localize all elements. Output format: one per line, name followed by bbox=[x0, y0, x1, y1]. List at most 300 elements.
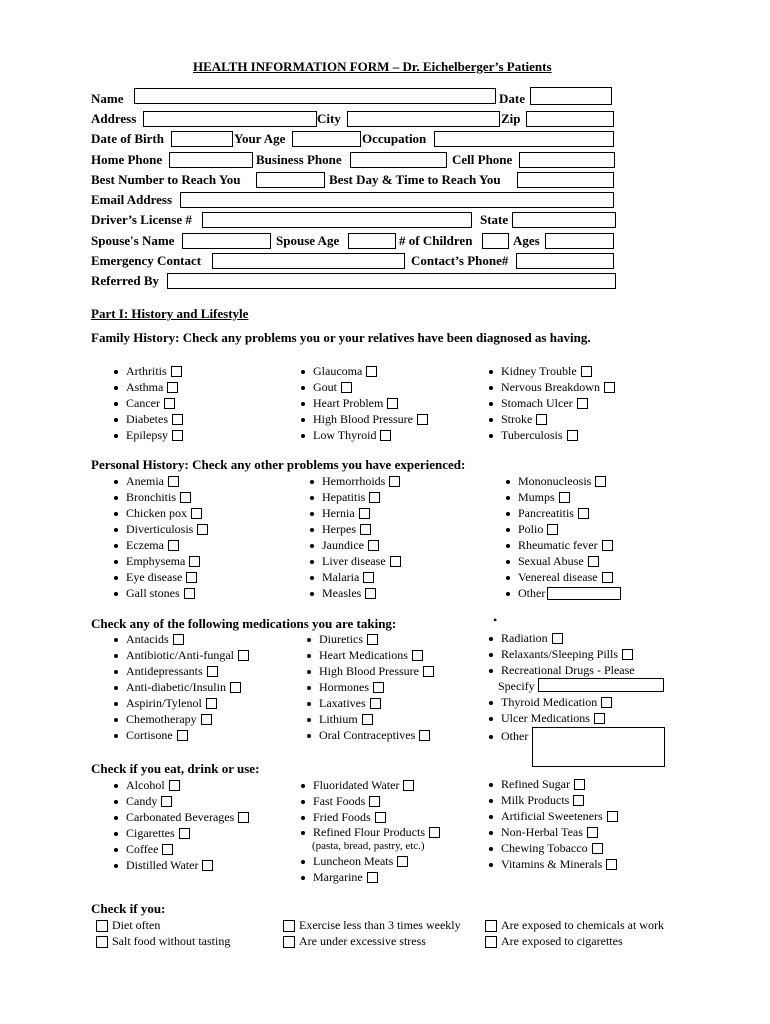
item-eye-disease bbox=[114, 570, 197, 585]
item-label: Coffee bbox=[126, 842, 159, 856]
checkbox[interactable] bbox=[177, 730, 188, 741]
home-phone-field[interactable] bbox=[169, 152, 253, 168]
bullet-icon bbox=[114, 496, 118, 500]
checkbox[interactable] bbox=[368, 540, 379, 551]
bullet-icon bbox=[506, 592, 510, 596]
checkbox[interactable] bbox=[169, 780, 180, 791]
checkbox[interactable] bbox=[367, 872, 378, 883]
item-label: Malaria bbox=[322, 570, 360, 584]
item-tuberculosis bbox=[489, 428, 578, 443]
checkbox[interactable] bbox=[559, 492, 570, 503]
item-fast-foods bbox=[301, 794, 380, 809]
item-arthritis bbox=[114, 364, 182, 379]
bullet-icon bbox=[114, 560, 118, 564]
item-pancreatitis bbox=[506, 506, 589, 521]
item-label: Heart Problem bbox=[313, 396, 384, 410]
checkbox[interactable] bbox=[622, 649, 633, 660]
checkbox[interactable] bbox=[380, 430, 391, 441]
item-gout bbox=[301, 380, 352, 395]
checkbox[interactable] bbox=[167, 382, 178, 393]
bullet-icon bbox=[114, 734, 118, 738]
item-label: Hemorrhoids bbox=[322, 474, 386, 488]
item-label: Nervous Breakdown bbox=[501, 380, 600, 394]
bullet-icon bbox=[301, 784, 305, 788]
checkbox[interactable] bbox=[370, 698, 381, 709]
bullet-icon bbox=[114, 418, 118, 422]
emergency-label: Emergency Contact bbox=[91, 253, 202, 268]
checkbox[interactable] bbox=[180, 492, 191, 503]
checkbox[interactable] bbox=[230, 682, 241, 693]
item-oral-contraceptives bbox=[307, 728, 430, 743]
checkbox[interactable] bbox=[587, 827, 598, 838]
item-other bbox=[506, 586, 621, 601]
checkbox[interactable] bbox=[485, 920, 497, 932]
item-label: Chemotherapy bbox=[126, 712, 197, 726]
bullet-icon bbox=[114, 686, 118, 690]
item-label: Anti-diabetic/Insulin bbox=[126, 680, 226, 694]
item-label: Cigarettes bbox=[126, 826, 175, 840]
checkbox[interactable] bbox=[367, 634, 378, 645]
bullet-icon bbox=[489, 637, 493, 641]
item-cortisone bbox=[114, 728, 188, 743]
item-milk-products bbox=[489, 793, 584, 808]
personal-heading: Personal History: Check any other problems you have experienced: bbox=[91, 457, 466, 472]
zip-field[interactable] bbox=[526, 111, 614, 127]
checkbox[interactable] bbox=[366, 366, 377, 377]
item-epilepsy bbox=[114, 428, 183, 443]
item-aspirin-tylenol bbox=[114, 696, 217, 711]
bullet-icon bbox=[301, 831, 305, 835]
checkbox[interactable] bbox=[595, 476, 606, 487]
item-label: Glaucoma bbox=[313, 364, 363, 378]
item-margarine bbox=[301, 870, 378, 885]
item-label: Diabetes bbox=[126, 412, 168, 426]
bullet-icon bbox=[310, 512, 314, 516]
checkbox[interactable] bbox=[606, 859, 617, 870]
checkbox[interactable] bbox=[179, 828, 190, 839]
item-label: Gall stones bbox=[126, 586, 180, 600]
checkbox[interactable] bbox=[485, 936, 497, 948]
item-label: Polio bbox=[518, 522, 544, 536]
checkbox[interactable] bbox=[184, 588, 195, 599]
item-sexual-abuse bbox=[506, 554, 599, 569]
bullet-icon bbox=[114, 370, 118, 374]
bullet-icon bbox=[489, 669, 493, 673]
bullet-icon bbox=[310, 592, 314, 596]
bullet-icon bbox=[310, 544, 314, 548]
item-label: Chewing Tobacco bbox=[501, 841, 588, 855]
checkbox[interactable] bbox=[172, 414, 183, 425]
checkbox[interactable] bbox=[604, 382, 615, 393]
family-heading: Family History: Check any problems you or your relatives have been diagnosed as having. bbox=[91, 330, 591, 345]
item-label: Liver disease bbox=[322, 554, 386, 568]
spouse-age-field[interactable] bbox=[348, 233, 396, 249]
checkbox[interactable] bbox=[191, 508, 202, 519]
checkbox[interactable] bbox=[602, 572, 613, 583]
children-field[interactable] bbox=[482, 233, 509, 249]
bullet-icon bbox=[307, 638, 311, 642]
checkbox[interactable] bbox=[168, 540, 179, 551]
bullet-icon bbox=[506, 560, 510, 564]
spouse-name-field[interactable] bbox=[182, 233, 271, 249]
item-heart-problem bbox=[301, 396, 398, 411]
other-field[interactable] bbox=[547, 587, 621, 600]
item-bronchitis bbox=[114, 490, 191, 505]
medications-heading: Check any of the following medications you are taking: bbox=[91, 616, 397, 631]
item-label: Are under excessive stress bbox=[299, 934, 426, 948]
item-chewing-tobacco bbox=[489, 841, 603, 856]
bullet-icon bbox=[489, 701, 493, 705]
item-label: Low Thyroid bbox=[313, 428, 377, 442]
checkbox[interactable] bbox=[602, 540, 613, 551]
checkbox[interactable] bbox=[536, 414, 547, 425]
item-jaundice bbox=[310, 538, 379, 553]
checkbox[interactable] bbox=[206, 698, 217, 709]
best-number-field[interactable] bbox=[256, 172, 325, 188]
other-meds-field[interactable] bbox=[532, 727, 665, 767]
checkbox[interactable] bbox=[96, 936, 108, 948]
city-field[interactable] bbox=[347, 111, 500, 127]
item-label: Diuretics bbox=[319, 632, 363, 646]
checkbox[interactable] bbox=[164, 398, 175, 409]
checkbox[interactable] bbox=[360, 524, 371, 535]
item-asthma bbox=[114, 380, 178, 395]
item-label: Candy bbox=[126, 794, 158, 808]
bullet-icon bbox=[114, 402, 118, 406]
item-eczema bbox=[114, 538, 179, 553]
item-label: Fried Foods bbox=[313, 810, 371, 824]
item-salt-food-without-tasting bbox=[96, 934, 230, 949]
checkbox[interactable] bbox=[369, 492, 380, 503]
referred-field[interactable] bbox=[167, 273, 616, 289]
item-label: Salt food without tasting bbox=[112, 934, 231, 948]
bullet-icon bbox=[310, 576, 314, 580]
item-are-exposed-to-cigarettes bbox=[485, 934, 623, 949]
bullet-icon bbox=[114, 654, 118, 658]
age-field[interactable] bbox=[292, 131, 361, 147]
item-label: Eczema bbox=[126, 538, 164, 552]
item-label: Antibiotic/Anti-fungal bbox=[126, 648, 234, 662]
item-label: Eye disease bbox=[126, 570, 183, 584]
item-are-exposed-to-chemicals-at-work bbox=[485, 918, 664, 933]
bullet-icon bbox=[489, 831, 493, 835]
ages-field[interactable] bbox=[545, 233, 614, 249]
checkbox[interactable] bbox=[547, 524, 558, 535]
license-field[interactable] bbox=[202, 212, 472, 228]
checkbox[interactable] bbox=[552, 633, 563, 644]
address-label: Address bbox=[91, 111, 137, 126]
bullet-icon bbox=[489, 783, 493, 787]
home-phone-label: Home Phone bbox=[91, 152, 163, 167]
item-hormones bbox=[307, 680, 384, 695]
bullet-icon bbox=[307, 686, 311, 690]
checkbox[interactable] bbox=[412, 650, 423, 661]
best-number-label: Best Number to Reach You bbox=[91, 172, 241, 187]
bullet-icon bbox=[506, 544, 510, 548]
name-field[interactable] bbox=[134, 88, 496, 104]
bullet-icon bbox=[489, 717, 493, 721]
spouse-name-label: Spouse's Name bbox=[91, 233, 175, 248]
address-field[interactable] bbox=[143, 111, 317, 127]
date-label: Date bbox=[499, 91, 525, 106]
item-label: Asthma bbox=[126, 380, 164, 394]
contact-phone-field[interactable] bbox=[516, 253, 614, 269]
cell-phone-label: Cell Phone bbox=[452, 152, 513, 167]
bullet-icon bbox=[114, 434, 118, 438]
dob-field[interactable] bbox=[171, 131, 233, 147]
item-nervous-breakdown bbox=[489, 380, 615, 395]
bullet-icon bbox=[489, 863, 493, 867]
item-low-thyroid bbox=[301, 428, 391, 443]
specify-row bbox=[498, 679, 535, 694]
bullet-icon bbox=[307, 702, 311, 706]
date-field[interactable] bbox=[530, 87, 612, 105]
bullet-icon bbox=[114, 670, 118, 674]
checkbox[interactable] bbox=[574, 779, 585, 790]
bullet-icon bbox=[301, 800, 305, 804]
checkbox[interactable] bbox=[238, 650, 249, 661]
checkbox[interactable] bbox=[419, 730, 430, 741]
bullet-icon bbox=[114, 576, 118, 580]
item-label: Non-Herbal Teas bbox=[501, 825, 583, 839]
checkbox[interactable] bbox=[607, 811, 618, 822]
checkbox[interactable] bbox=[161, 796, 172, 807]
age-label: Your Age bbox=[234, 131, 286, 146]
checkbox[interactable] bbox=[359, 508, 370, 519]
zip-label: Zip bbox=[501, 111, 521, 126]
checkbox[interactable] bbox=[573, 795, 584, 806]
item-label: Mononucleosis bbox=[518, 474, 592, 488]
checkbox[interactable] bbox=[403, 780, 414, 791]
checkbox[interactable] bbox=[168, 476, 179, 487]
checkbox[interactable] bbox=[567, 430, 578, 441]
item-label: Other bbox=[501, 729, 529, 743]
item-label: Mumps bbox=[518, 490, 555, 504]
item-label: Carbonated Beverages bbox=[126, 810, 235, 824]
checkbox[interactable] bbox=[96, 920, 108, 932]
bullet-icon bbox=[489, 418, 493, 422]
item-radiation bbox=[489, 631, 563, 646]
item-label: Jaundice bbox=[322, 538, 364, 552]
state-field[interactable] bbox=[512, 212, 616, 228]
item-label: Anemia bbox=[126, 474, 164, 488]
item-label: Radiation bbox=[501, 631, 548, 645]
bullet-icon bbox=[114, 544, 118, 548]
checkbox[interactable] bbox=[387, 398, 398, 409]
item-ulcer-medications bbox=[489, 711, 605, 726]
checkbox[interactable] bbox=[341, 382, 352, 393]
item-label: Relaxants/Sleeping Pills bbox=[501, 647, 618, 661]
item-label: Gout bbox=[313, 380, 337, 394]
item-label: Hepatitis bbox=[322, 490, 366, 504]
bullet-icon bbox=[301, 816, 305, 820]
checkbox[interactable] bbox=[363, 572, 374, 583]
item-label: Sexual Abuse bbox=[518, 554, 584, 568]
checkbox[interactable] bbox=[417, 414, 428, 425]
item-exercise-less-than-3-times-weekly bbox=[283, 918, 461, 933]
item-coffee bbox=[114, 842, 173, 857]
item-label: Luncheon Meats bbox=[313, 854, 394, 868]
checkbox[interactable] bbox=[373, 682, 384, 693]
checkbox[interactable] bbox=[238, 812, 249, 823]
item-antidepressants bbox=[114, 664, 218, 679]
item-label: Stroke bbox=[501, 412, 533, 426]
occupation-field[interactable] bbox=[434, 131, 614, 147]
bullet-icon bbox=[114, 864, 118, 868]
item-measles bbox=[310, 586, 376, 601]
item-label: Kidney Trouble bbox=[501, 364, 577, 378]
checkbox[interactable] bbox=[594, 713, 605, 724]
checkbox[interactable] bbox=[578, 508, 589, 519]
item-label: Distilled Water bbox=[126, 858, 199, 872]
checkbox[interactable] bbox=[283, 936, 295, 948]
item-label: Laxatives bbox=[319, 696, 366, 710]
item-label: Herpes bbox=[322, 522, 356, 536]
item-label: Lithium bbox=[319, 712, 358, 726]
item-high-blood-pressure bbox=[307, 664, 434, 679]
checkbox[interactable] bbox=[162, 844, 173, 855]
item-label: Diet often bbox=[112, 918, 161, 932]
cell-phone-field[interactable] bbox=[519, 152, 615, 168]
item-label: Arthritis bbox=[126, 364, 167, 378]
checkbox[interactable] bbox=[365, 588, 376, 599]
bullet-icon bbox=[114, 638, 118, 642]
bullet-icon bbox=[114, 816, 118, 820]
bullet-icon bbox=[506, 528, 510, 532]
checkbox[interactable] bbox=[172, 430, 183, 441]
item-label: Refined Flour Products bbox=[313, 825, 425, 839]
item-label: Are exposed to cigarettes bbox=[501, 934, 623, 948]
bullet-icon bbox=[307, 734, 311, 738]
item-luncheon-meats bbox=[301, 854, 408, 869]
business-phone-field[interactable] bbox=[350, 152, 447, 168]
bullet-icon bbox=[307, 654, 311, 658]
bullet-icon bbox=[489, 847, 493, 851]
item-label: Venereal disease bbox=[518, 570, 598, 584]
item-refined-flour-products bbox=[301, 825, 440, 840]
checkbox[interactable] bbox=[429, 827, 440, 838]
item-stomach-ulcer bbox=[489, 396, 588, 411]
item-polio bbox=[506, 522, 558, 537]
checkbox[interactable] bbox=[189, 556, 200, 567]
checkbox[interactable] bbox=[171, 366, 182, 377]
item-glaucoma bbox=[301, 364, 377, 379]
contact-phone-label: Contact’s Phone# bbox=[411, 253, 509, 268]
item-label: Antacids bbox=[126, 632, 169, 646]
checkbox[interactable] bbox=[581, 366, 592, 377]
item-emphysema bbox=[114, 554, 200, 569]
checkbox[interactable] bbox=[601, 697, 612, 708]
bullet-icon bbox=[114, 800, 118, 804]
item-mononucleosis bbox=[506, 474, 606, 489]
emergency-field[interactable] bbox=[212, 253, 405, 269]
checkbox[interactable] bbox=[390, 556, 401, 567]
bullet-icon bbox=[310, 496, 314, 500]
item-label: Aspirin/Tylenol bbox=[126, 696, 202, 710]
item-hemorrhoids bbox=[310, 474, 400, 489]
bullet-icon bbox=[114, 718, 118, 722]
bullet-icon bbox=[114, 386, 118, 390]
item-label: Margarine bbox=[313, 870, 363, 884]
checkbox[interactable] bbox=[197, 524, 208, 535]
bullet-icon bbox=[114, 848, 118, 852]
item-venereal-disease bbox=[506, 570, 613, 585]
referred-label: Referred By bbox=[91, 273, 159, 288]
item-alcohol bbox=[114, 778, 180, 793]
bullet-icon bbox=[489, 653, 493, 657]
bullet-icon bbox=[310, 560, 314, 564]
checkbox[interactable] bbox=[423, 666, 434, 677]
item-label: Vitamins & Minerals bbox=[501, 857, 603, 871]
item-label: Hormones bbox=[319, 680, 369, 694]
specify-label: Specify bbox=[498, 679, 535, 693]
item-herpes bbox=[310, 522, 371, 537]
checkbox[interactable] bbox=[283, 920, 295, 932]
checkbox[interactable] bbox=[389, 476, 400, 487]
item-distilled-water bbox=[114, 858, 213, 873]
item-are-under-excessive-stress bbox=[283, 934, 426, 949]
item-label: Oral Contraceptives bbox=[319, 728, 416, 742]
item-heart-medications bbox=[307, 648, 423, 663]
item-label: Refined Sugar bbox=[501, 777, 570, 791]
item-diet-often bbox=[96, 918, 160, 933]
state-label: State bbox=[480, 212, 509, 227]
checkbox[interactable] bbox=[173, 634, 184, 645]
item-thyroid-medication bbox=[489, 695, 612, 710]
checkbox[interactable] bbox=[375, 812, 386, 823]
checkbox[interactable] bbox=[186, 572, 197, 583]
bullet-icon bbox=[506, 576, 510, 580]
bullet-icon bbox=[489, 370, 493, 374]
bullet-marker: • bbox=[493, 613, 498, 627]
checkbox[interactable] bbox=[362, 714, 373, 725]
checkbox[interactable] bbox=[588, 556, 599, 567]
item-label: Recreational Drugs - Please bbox=[501, 663, 635, 677]
checkbox[interactable] bbox=[397, 856, 408, 867]
item-rheumatic-fever bbox=[506, 538, 613, 553]
item-diuretics bbox=[307, 632, 378, 647]
item-antacids bbox=[114, 632, 184, 647]
item-label: Cancer bbox=[126, 396, 160, 410]
checkbox[interactable] bbox=[202, 860, 213, 871]
bullet-icon bbox=[301, 876, 305, 880]
item-diverticulosis bbox=[114, 522, 208, 537]
item-gall-stones bbox=[114, 586, 195, 601]
bullet-icon bbox=[489, 735, 493, 739]
checkbox[interactable] bbox=[201, 714, 212, 725]
item-label: High Blood Pressure bbox=[319, 664, 419, 678]
item-label: Rheumatic fever bbox=[518, 538, 598, 552]
bullet-icon bbox=[114, 592, 118, 596]
checkbox[interactable] bbox=[369, 796, 380, 807]
item-antibiotic-anti-fungal bbox=[114, 648, 249, 663]
checkbox[interactable] bbox=[592, 843, 603, 854]
bullet-icon bbox=[301, 402, 305, 406]
bullet-icon bbox=[114, 784, 118, 788]
checkbox[interactable] bbox=[577, 398, 588, 409]
specify-field[interactable] bbox=[538, 678, 664, 692]
item-chemotherapy bbox=[114, 712, 212, 727]
email-field[interactable] bbox=[180, 192, 614, 208]
item-label: Milk Products bbox=[501, 793, 570, 807]
best-day-field[interactable] bbox=[517, 172, 614, 188]
item-other bbox=[489, 729, 528, 744]
checkbox[interactable] bbox=[207, 666, 218, 677]
eat-heading: Check if you eat, drink or use: bbox=[91, 761, 260, 776]
bullet-icon bbox=[310, 480, 314, 484]
item-anti-diabetic-insulin bbox=[114, 680, 241, 695]
bullet-icon bbox=[506, 496, 510, 500]
